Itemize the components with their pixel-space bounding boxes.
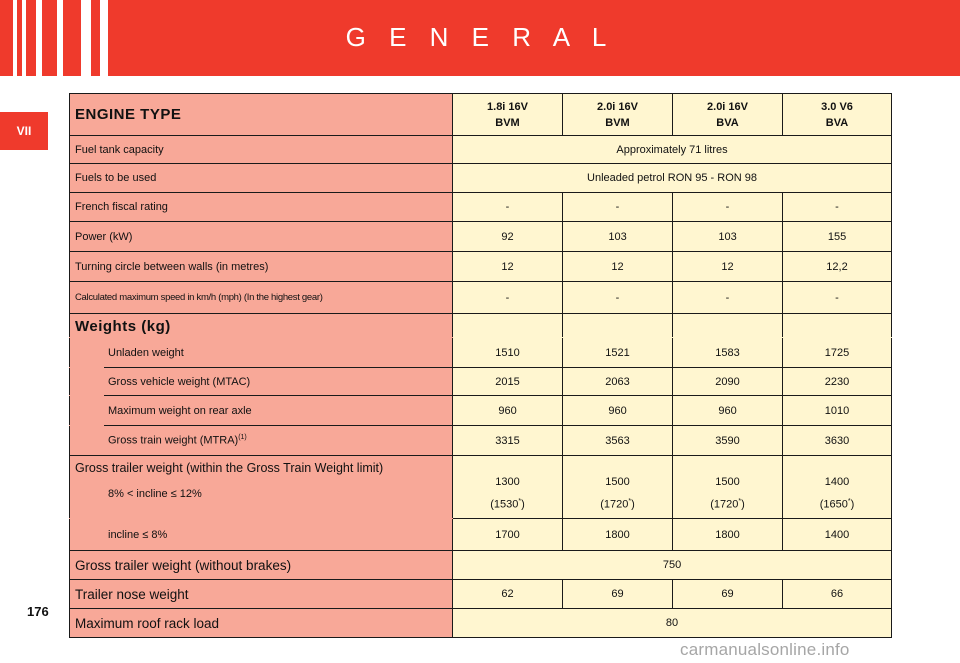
- row-label: incline ≤ 8%: [104, 519, 453, 551]
- row-value: 2063: [563, 368, 673, 396]
- table-row: [70, 609, 892, 638]
- row-label: Maximum weight on rear axle: [104, 396, 453, 426]
- table-row: [70, 252, 892, 282]
- table-row: [70, 580, 892, 609]
- empty-cell: [453, 314, 563, 338]
- engine-type-label: ENGINE TYPE: [70, 94, 453, 136]
- table-row: [70, 519, 892, 551]
- row-value: 960: [563, 396, 673, 426]
- table-row: [70, 426, 892, 456]
- row-value: -: [783, 282, 892, 314]
- table-row: [70, 282, 892, 314]
- row-value: -: [563, 282, 673, 314]
- row-value: 960: [453, 396, 563, 426]
- row-value: 155: [783, 222, 892, 252]
- page-number: 176: [27, 604, 49, 619]
- indent-spacer: [70, 519, 104, 551]
- row-value: 12,2: [783, 252, 892, 282]
- empty-cell: [783, 314, 892, 338]
- row-value: 3630: [783, 426, 892, 456]
- row-label: Turning circle between walls (in metres): [70, 252, 453, 282]
- page-title: G E N E R A L: [345, 22, 615, 52]
- table-row: [70, 164, 892, 193]
- row-value: 960: [673, 396, 783, 426]
- table-row: [70, 368, 892, 396]
- indent-spacer: [70, 338, 104, 368]
- row-label: Fuels to be used: [70, 164, 453, 193]
- row-value: 3590: [673, 426, 783, 456]
- row-value: 1800: [563, 519, 673, 551]
- row-value: -: [563, 193, 673, 222]
- table-row: [70, 396, 892, 426]
- row-value: 2090: [673, 368, 783, 396]
- row-value: 66: [783, 580, 892, 609]
- engine-column-header: 2.0i 16V BVM: [563, 94, 673, 136]
- trailer-heading: Gross trailer weight (within the Gross Train Weight limit): [75, 461, 384, 475]
- row-label: Trailer nose weight: [70, 580, 453, 609]
- row-value: 103: [673, 222, 783, 252]
- row-label: Maximum roof rack load: [70, 609, 453, 638]
- engine-spec-table: [69, 93, 892, 638]
- row-value: 1500 (1720*): [673, 456, 783, 519]
- row-value: 1400 (1650*): [783, 456, 892, 519]
- row-value: 12: [453, 252, 563, 282]
- row-value: 1510: [453, 338, 563, 368]
- engine-column-header: 3.0 V6 BVA: [783, 94, 892, 136]
- table-header-row: [70, 94, 892, 136]
- empty-cell: [563, 314, 673, 338]
- row-value: 103: [563, 222, 673, 252]
- row-value: 1500 (1720*): [563, 456, 673, 519]
- indent-spacer: [70, 426, 104, 456]
- row-value: -: [673, 282, 783, 314]
- section-tab: VII: [0, 112, 48, 150]
- row-value: 1700: [453, 519, 563, 551]
- row-value: 3315: [453, 426, 563, 456]
- row-value: 1300 (1530*): [453, 456, 563, 519]
- row-value: Unleaded petrol RON 95 - RON 98: [453, 164, 892, 193]
- row-label: Gross vehicle weight (MTAC): [104, 368, 453, 396]
- row-value: 69: [673, 580, 783, 609]
- row-value: -: [783, 193, 892, 222]
- row-value: 12: [563, 252, 673, 282]
- row-value: -: [453, 193, 563, 222]
- row-value: 3563: [563, 426, 673, 456]
- indent-spacer: [70, 368, 104, 396]
- row-value: 2230: [783, 368, 892, 396]
- indent-spacer: [70, 396, 104, 426]
- weights-heading-row: [70, 314, 892, 338]
- row-label: Power (kW): [70, 222, 453, 252]
- empty-cell: [673, 314, 783, 338]
- row-value: 2015: [453, 368, 563, 396]
- table-row: [70, 136, 892, 164]
- row-value: 12: [673, 252, 783, 282]
- table-row: [70, 456, 892, 519]
- row-label: Calculated maximum speed in km/h (mph) (In the highest gear): [70, 282, 453, 314]
- page-header: [0, 0, 960, 76]
- row-value: -: [453, 282, 563, 314]
- row-label: Gross train weight (MTRA)$^{(1)}$: [104, 426, 453, 456]
- row-value: 69: [563, 580, 673, 609]
- table-row: [70, 338, 892, 368]
- row-value: 1400: [783, 519, 892, 551]
- watermark: carmanualsonline.info: [680, 640, 850, 659]
- row-value: 1521: [563, 338, 673, 368]
- footnote-mark: (1): [238, 434, 247, 442]
- weights-heading: Weights (kg): [70, 314, 453, 338]
- row-label: French fiscal rating: [70, 193, 453, 222]
- row-value: 1800: [673, 519, 783, 551]
- row-value: 1583: [673, 338, 783, 368]
- row-value: 750: [453, 551, 892, 580]
- row-label: Fuel tank capacity: [70, 136, 453, 164]
- row-label: Gross trailer weight (without brakes): [70, 551, 453, 580]
- table-row: [70, 551, 892, 580]
- row-value: 62: [453, 580, 563, 609]
- table-row: [70, 222, 892, 252]
- trailer-heading-cell: [70, 456, 453, 519]
- engine-column-header: 1.8i 16V BVM: [453, 94, 563, 136]
- row-label: Unladen weight: [104, 338, 453, 368]
- row-value: 80: [453, 609, 892, 638]
- row-label: 8% < incline ≤ 12%: [108, 488, 202, 500]
- row-value: -: [673, 193, 783, 222]
- row-value: 1010: [783, 396, 892, 426]
- row-value: 1725: [783, 338, 892, 368]
- engine-column-header: 2.0i 16V BVA: [673, 94, 783, 136]
- row-value: Approximately 71 litres: [453, 136, 892, 164]
- row-value: 92: [453, 222, 563, 252]
- table-row: [70, 193, 892, 222]
